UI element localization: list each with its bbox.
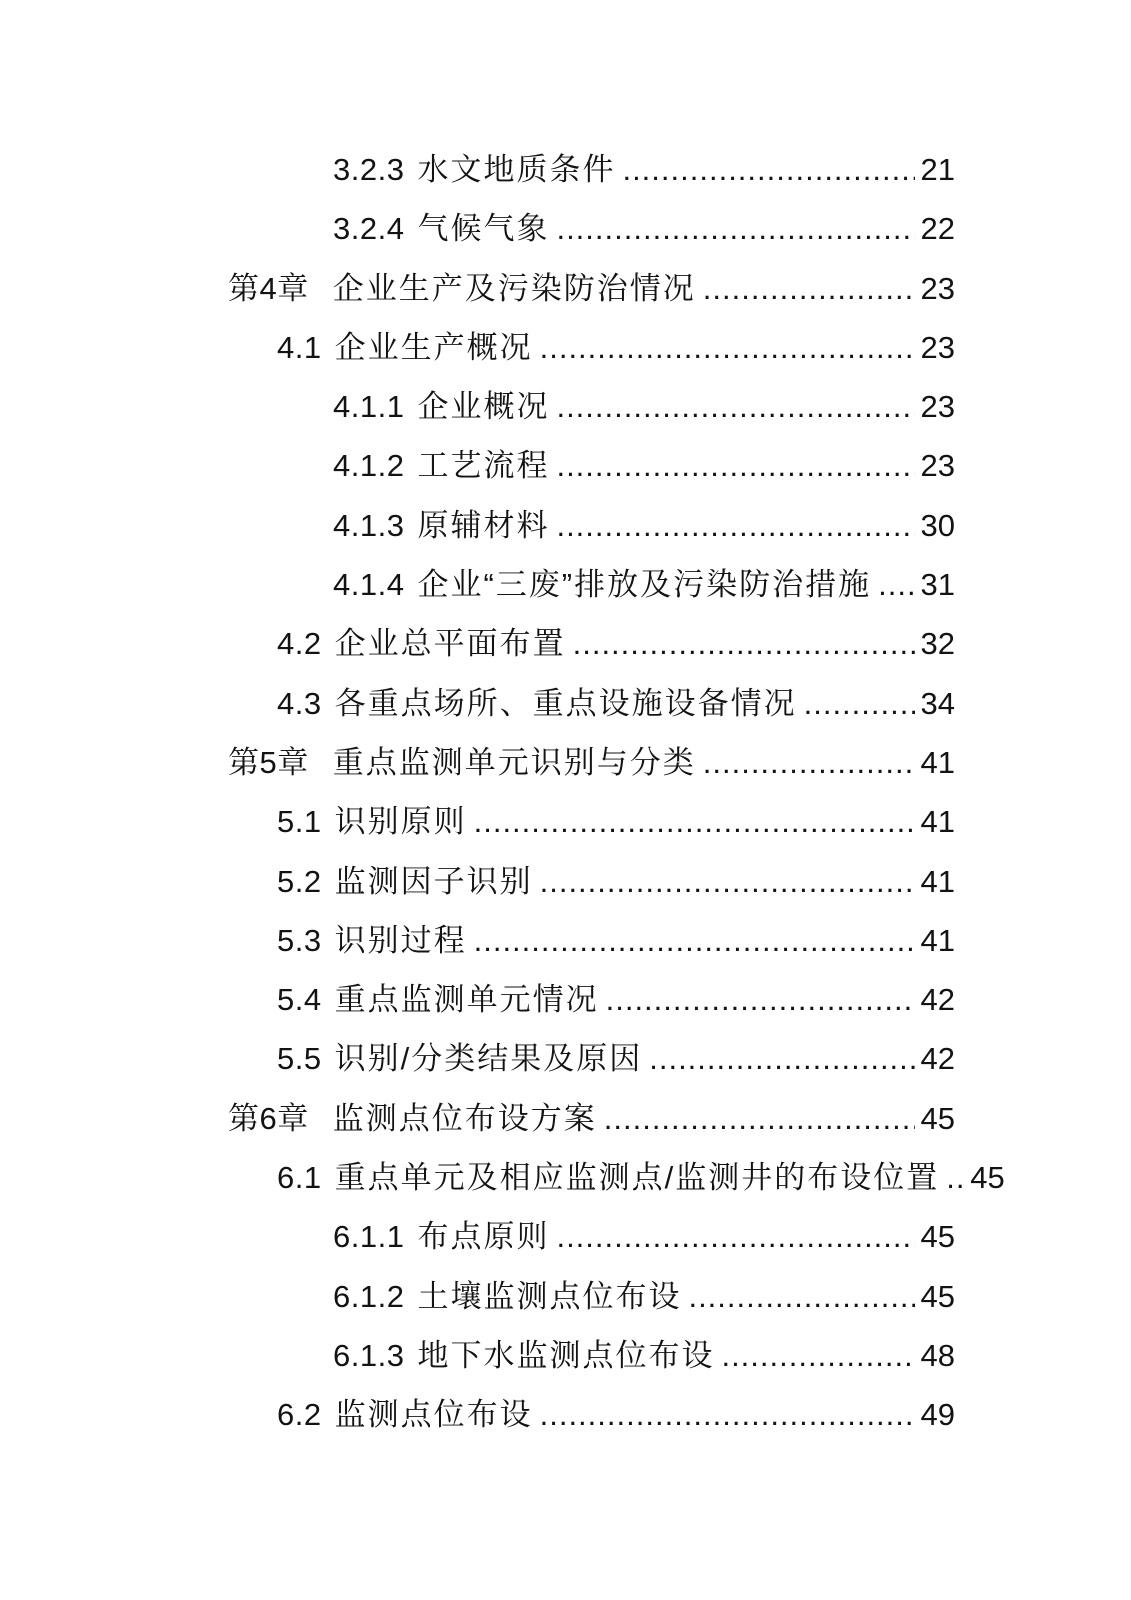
toc-entry-number: 3.2.4 — [333, 211, 405, 247]
toc-entry-number: 4.1.4 — [333, 567, 405, 603]
toc-entry-title: 监测点位布设方案 — [332, 1100, 597, 1136]
toc-entry-title: 企业生产概况 — [334, 329, 533, 365]
toc-leader-dots — [556, 436, 914, 495]
toc-leader-dots — [556, 1207, 914, 1266]
toc-entry-title: 工艺流程 — [417, 448, 550, 484]
toc-entry-page: 45 — [920, 1100, 955, 1136]
toc-entry-page: 41 — [920, 744, 955, 780]
toc-entry-number: 4.1.3 — [333, 507, 405, 543]
toc-entry-page: 45 — [970, 1160, 1005, 1196]
toc-entry-number: 4.2 — [277, 626, 322, 662]
toc-entry-number: 4.1.1 — [333, 389, 405, 425]
toc-entry[interactable] — [333, 555, 955, 614]
toc-entry-number: 5.5 — [277, 1041, 322, 1077]
toc-entry[interactable] — [333, 436, 955, 495]
toc-entry-title: 气候气象 — [417, 211, 550, 247]
toc-entry-number: 第4章 — [228, 270, 309, 306]
toc-entry[interactable] — [333, 140, 955, 199]
toc-entry-title: 重点监测单元识别与分类 — [332, 744, 696, 780]
toc-leader-dots — [649, 1029, 914, 1088]
toc-entry-page: 30 — [920, 507, 955, 543]
toc-entry-title: 地下水监测点位布设 — [417, 1337, 715, 1373]
toc-entry-number: 5.2 — [277, 863, 322, 899]
toc-entry[interactable] — [277, 970, 955, 1029]
toc-entry-number: 4.1.2 — [333, 448, 405, 484]
toc-entry[interactable] — [277, 318, 955, 377]
toc-entry-page: 31 — [920, 567, 955, 603]
toc-entry[interactable] — [333, 377, 955, 436]
toc-entry-title: 企业“三废”排放及污染防治措施 — [417, 567, 872, 603]
toc-entry-page: 45 — [920, 1219, 955, 1255]
toc-entry-number: 6.1.2 — [333, 1278, 405, 1314]
toc-entry[interactable] — [277, 911, 955, 970]
toc-entry-page: 23 — [920, 448, 955, 484]
toc-entry-page: 21 — [920, 152, 955, 187]
toc-entry-title: 识别原则 — [334, 804, 467, 840]
toc-leader-dots — [703, 259, 915, 318]
toc-entry-page: 32 — [920, 626, 955, 662]
toc-entry-title: 企业概况 — [417, 389, 550, 425]
toc-entry-page: 49 — [920, 1397, 955, 1433]
toc-entry-title: 布点原则 — [417, 1219, 550, 1255]
toc-entry[interactable] — [277, 674, 955, 733]
toc-entry-page: 42 — [920, 982, 955, 1018]
toc-entry-page: 23 — [920, 270, 955, 306]
toc-leader-dots — [804, 674, 915, 733]
toc-entry-page: 41 — [920, 922, 955, 958]
toc-entry-title: 监测点位布设 — [334, 1397, 533, 1433]
toc-entry[interactable] — [277, 792, 955, 851]
toc-leader-dots — [946, 1148, 964, 1207]
toc-leader-dots — [878, 555, 914, 614]
toc-entry-page: 45 — [920, 1278, 955, 1314]
toc-leader-dots — [540, 318, 915, 377]
toc-entry[interactable] — [277, 1029, 955, 1088]
toc-entry-page: 23 — [920, 389, 955, 425]
toc-leader-dots — [606, 970, 915, 1029]
toc-leader-dots — [573, 614, 915, 673]
toc-entry-page: 42 — [920, 1041, 955, 1077]
toc-entry[interactable] — [333, 496, 955, 555]
toc-entry-title: 重点监测单元情况 — [334, 982, 599, 1018]
toc-entry-number: 4.3 — [277, 685, 322, 721]
toc-entry[interactable] — [277, 852, 955, 911]
toc-entry-title: 土壤监测点位布设 — [417, 1278, 682, 1314]
toc-entry[interactable] — [333, 1267, 955, 1326]
toc-entry-title: 企业生产及污染防治情况 — [332, 270, 696, 306]
toc-entry-number: 6.1.1 — [333, 1219, 405, 1255]
toc-entry-number: 第5章 — [228, 744, 309, 780]
toc-leader-dots — [556, 496, 914, 555]
toc-entry-number: 3.2.3 — [333, 152, 405, 187]
toc-entry[interactable] — [228, 1089, 955, 1148]
toc-entry[interactable] — [228, 733, 955, 792]
toc-entry-page: 23 — [920, 329, 955, 365]
toc-entry-number: 6.1 — [277, 1160, 322, 1196]
toc-entry-title: 重点单元及相应监测点/监测井的布设位置 — [334, 1160, 940, 1196]
toc-entry-number: 4.1 — [277, 329, 322, 365]
toc-entry-number: 5.1 — [277, 804, 322, 840]
toc-leader-dots — [688, 1267, 914, 1326]
toc-entry-title: 识别/分类结果及原因 — [334, 1041, 643, 1077]
toc-entry[interactable] — [333, 1207, 955, 1266]
toc-leader-dots — [540, 1385, 915, 1444]
toc-leader-dots — [474, 792, 915, 851]
toc-entry-title: 识别过程 — [334, 922, 467, 958]
toc-leader-dots — [556, 199, 914, 258]
toc-entry[interactable] — [333, 199, 955, 258]
toc-entry-page: 22 — [920, 211, 955, 247]
toc-leader-dots — [556, 377, 914, 436]
toc-leader-dots — [703, 733, 915, 792]
toc-entry-title: 原辅材料 — [417, 507, 550, 543]
toc-entry[interactable] — [277, 1385, 955, 1444]
toc-entry-title: 水文地质条件 — [417, 152, 616, 187]
toc-entry[interactable] — [277, 1148, 1005, 1207]
toc-leader-dots — [721, 1326, 914, 1385]
toc-entry-title: 监测因子识别 — [334, 863, 533, 899]
toc-entry-number: 6.1.3 — [333, 1337, 405, 1373]
toc-entry-number: 第6章 — [228, 1100, 309, 1136]
toc-entry[interactable] — [228, 259, 955, 318]
toc-entry[interactable] — [333, 1326, 955, 1385]
toc-entry-page: 41 — [920, 804, 955, 840]
toc-leader-dots — [474, 911, 915, 970]
toc-leader-dots — [540, 852, 915, 911]
toc-entry-page: 48 — [920, 1337, 955, 1373]
toc-entry-number: 6.2 — [277, 1397, 322, 1433]
toc-entry-title: 各重点场所、重点设施设备情况 — [334, 685, 797, 721]
toc-entry-page: 41 — [920, 863, 955, 899]
toc-entry-number: 5.3 — [277, 922, 322, 958]
toc-leader-dots — [622, 140, 914, 199]
toc-entry-page: 34 — [920, 685, 955, 721]
toc-entry-title: 企业总平面布置 — [334, 626, 566, 662]
toc-entry-number: 5.4 — [277, 982, 322, 1018]
toc-leader-dots — [604, 1089, 915, 1148]
toc-entry[interactable] — [277, 614, 955, 673]
